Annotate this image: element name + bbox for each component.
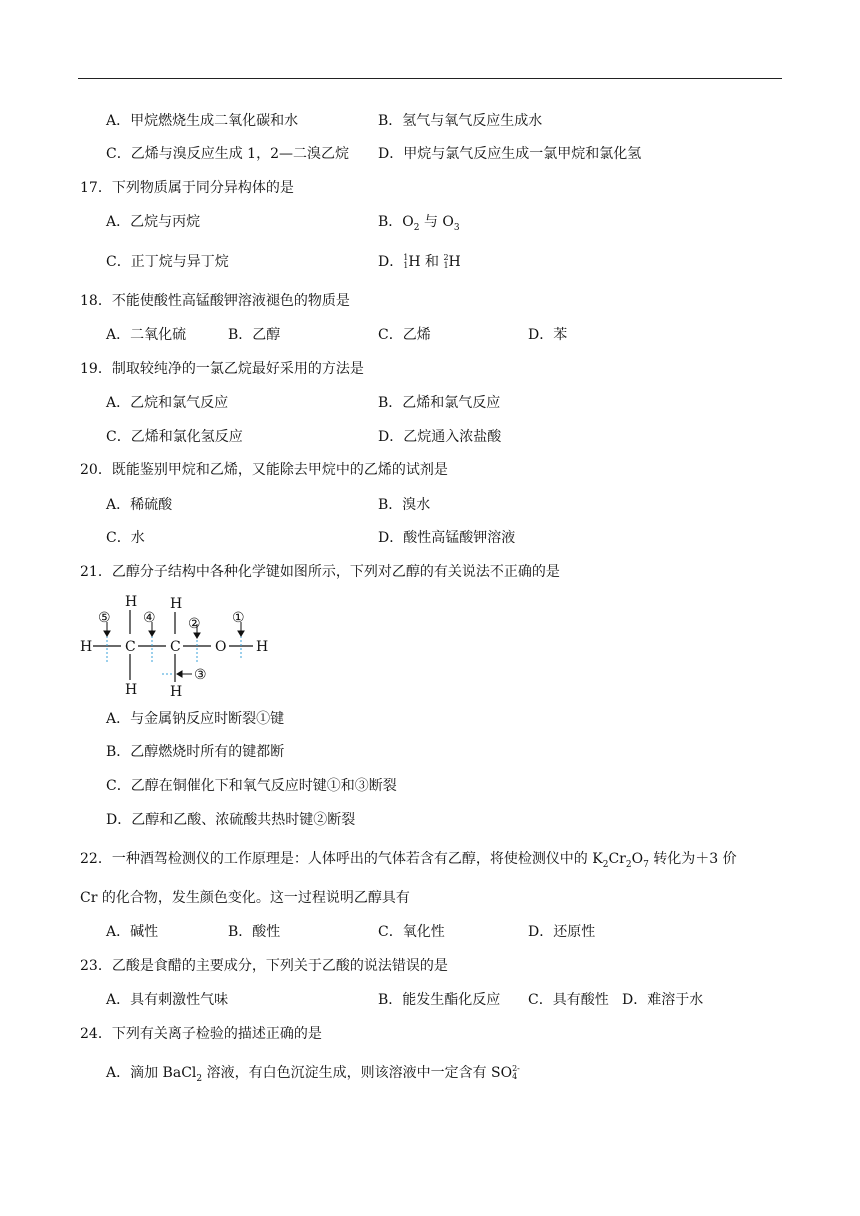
q18-option-c: C．乙烯: [378, 327, 431, 343]
q18-option-b: B．乙醇: [228, 327, 281, 343]
ethanol-bond-diagram: [76, 590, 276, 700]
q19-option-d: D．乙烷通入浓盐酸: [378, 429, 502, 445]
q17-option-b: B．$O_2$ 与 $O_3$: [378, 214, 460, 233]
q18-stem: 18．不能使酸性高锰酸钾溶液褪色的物质是: [80, 293, 350, 309]
q16-option-b: B．氢气与氧气反应生成水: [378, 113, 543, 129]
q22-option-a: A．碱性: [106, 924, 159, 940]
q24-option-a: A．滴加 BaCl$_2$ 溶液，有白色沉淀生成，则该溶液中一定含有 SO2- 4: [106, 1064, 520, 1084]
q17-option-c: C．正丁烷与异丁烷: [106, 254, 229, 270]
q20-option-c: C．水: [106, 530, 145, 546]
q22-stem-line2: Cr 的化合物，发生颜色变化。这一过程说明乙醇具有: [80, 890, 410, 906]
atom-h-left: H: [80, 639, 93, 655]
atom-h-c2-bottom: H: [170, 684, 183, 700]
q17-option-a: A．乙烷与丙烷: [106, 214, 201, 230]
q17-stem: 17．下列物质属于同分异构体的是: [80, 180, 294, 196]
atom-h-c1-bottom: H: [125, 682, 138, 698]
bond-label-2: ②: [188, 616, 201, 632]
q19-option-a: A．乙烷和氯气反应: [106, 395, 229, 411]
q16-option-d: D．甲烷与氯气反应生成一氯甲烷和氯化氢: [378, 146, 642, 162]
q24-stem: 24．下列有关离子检验的描述正确的是: [80, 1026, 322, 1042]
q20-stem: 20．既能鉴别甲烷和乙烯，又能除去甲烷中的乙烯的试剂是: [80, 462, 448, 478]
atom-c2: C: [170, 639, 181, 655]
atom-h-c1-top: H: [125, 594, 138, 610]
q23-option-b: B．能发生酯化反应: [378, 992, 501, 1008]
q20-option-d: D．酸性高锰酸钾溶液: [378, 530, 516, 546]
q21-option-a: A．与金属钠反应时断裂①键: [106, 711, 285, 727]
q20-option-a: A．稀硫酸: [106, 497, 173, 513]
q16-option-c: C．乙烯与溴反应生成 1，2—二溴乙烷: [106, 146, 349, 162]
q21-stem: 21．乙醇分子结构中各种化学键如图所示，下列对乙醇的有关说法不正确的是: [80, 564, 560, 580]
q22-stem-line1: 22．一种酒驾检测仪的工作原理是：人体呼出的气体若含有乙醇，将使检测仪中的 $K_2Cr_2O_7$ 转化为＋3 价: [80, 851, 737, 870]
q16-option-a: A．甲烷燃烧生成二氧化碳和水: [106, 113, 299, 129]
bond-label-1: ①: [232, 610, 245, 626]
atom-h-c2-top: H: [170, 596, 183, 612]
q22-option-c: C．氧化性: [378, 924, 445, 940]
q23-option-c: C．具有酸性: [528, 992, 609, 1008]
q22-option-d: D．还原性: [528, 924, 596, 940]
q21-option-b: B．乙醇燃烧时所有的键都断: [106, 744, 285, 760]
atom-h-right: H: [256, 639, 269, 655]
atom-o: O: [215, 639, 227, 655]
q23-stem: 23．乙酸是食醋的主要成分，下列关于乙酸的说法错误的是: [80, 958, 448, 974]
q21-option-d: D．乙醇和乙酸、浓硫酸共热时键②断裂: [106, 812, 356, 828]
q18-option-d: D．苯: [528, 327, 568, 343]
q19-option-c: C．乙烯和氯化氢反应: [106, 429, 243, 445]
q20-option-b: B．溴水: [378, 497, 431, 513]
q21-option-c: C．乙醇在铜催化下和氧气反应时键①和③断裂: [106, 778, 397, 794]
atom-c1: C: [125, 639, 136, 655]
q19-stem: 19．制取较纯净的一氯乙烷最好采用的方法是: [80, 361, 364, 377]
header-rule: [78, 78, 782, 79]
q22-option-b: B．酸性: [228, 924, 281, 940]
bond-label-3: ③: [194, 667, 207, 683]
q17-option-d: D．1 1H 和 2 1H: [378, 253, 461, 270]
q19-option-b: B．乙烯和氯气反应: [378, 395, 501, 411]
bond-label-4: ④: [143, 610, 156, 626]
q18-option-a: A．二氧化硫: [106, 327, 187, 343]
bond-label-5: ⑤: [98, 610, 111, 626]
q23-option-a: A．具有刺激性气味: [106, 992, 229, 1008]
q23-option-d: D．难溶于水: [622, 992, 704, 1008]
